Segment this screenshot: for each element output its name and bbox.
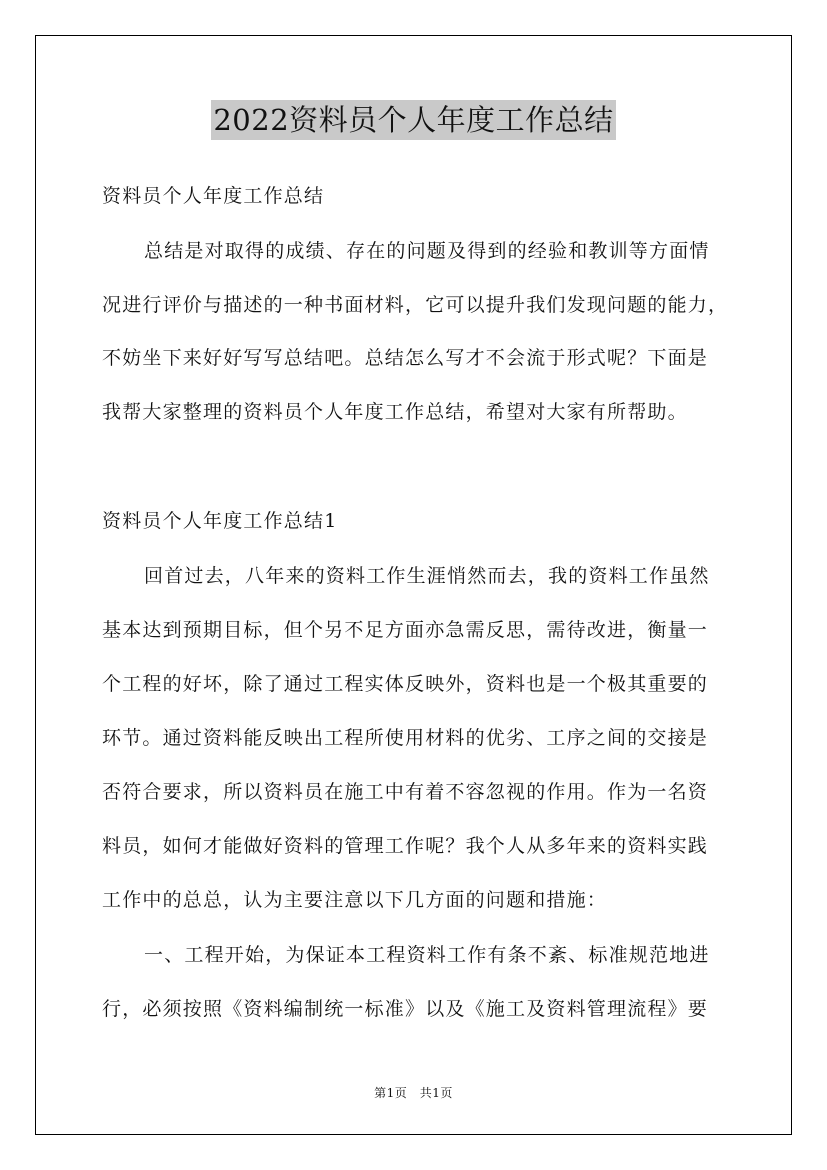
subtitle: 资料员个人年度工作总结 bbox=[102, 185, 325, 207]
section1-line-3: 个工程的好坏，除了通过工程实体反映外，资料也是一个极其重要的 bbox=[102, 673, 709, 695]
document-title: 2022资料员个人年度工作总结 bbox=[211, 100, 615, 140]
section1-line-6: 料员，如何才能做好资料的管理工作呢？我个人从多年来的资料实践 bbox=[102, 835, 709, 857]
section1-line-4: 环节。通过资料能反映出工程所使用材料的优劣、工序之间的交接是 bbox=[102, 727, 709, 749]
intro-line-3: 不妨坐下来好好写写总结吧。总结怎么写才不会流于形式呢？下面是 bbox=[102, 347, 709, 369]
section1-line-5: 否符合要求，所以资料员在施工中有着不容忽视的作用。作为一名资 bbox=[102, 781, 709, 803]
section1-line-7: 工作中的总总，认为主要注意以下几方面的问题和措施： bbox=[102, 889, 608, 911]
section1-line-8: 一、工程开始，为保证本工程资料工作有条不紊、标准规范地进 bbox=[144, 944, 710, 966]
intro-line-1: 总结是对取得的成绩、存在的问题及得到的经验和教训等方面情 bbox=[144, 240, 710, 262]
section1-line-2: 基本达到预期目标，但个另不足方面亦急需反思，需待改进，衡量一 bbox=[102, 619, 709, 641]
section1-line-9: 行，必须按照《资料编制统一标准》以及《施工及资料管理流程》要 bbox=[102, 998, 709, 1020]
section1-line-1: 回首过去，八年来的资料工作生涯悄然而去，我的资料工作虽然 bbox=[144, 565, 710, 587]
section1-heading: 资料员个人年度工作总结1 bbox=[102, 510, 338, 532]
document-title-wrap bbox=[0, 100, 827, 140]
intro-line-2: 况进行评价与描述的一种书面材料，它可以提升我们发现问题的能力， bbox=[102, 294, 729, 316]
page-number-footer: 第1页 共1页 bbox=[374, 1086, 453, 1100]
intro-line-4: 我帮大家整理的资料员个人年度工作总结，希望对大家有所帮助。 bbox=[102, 401, 688, 423]
